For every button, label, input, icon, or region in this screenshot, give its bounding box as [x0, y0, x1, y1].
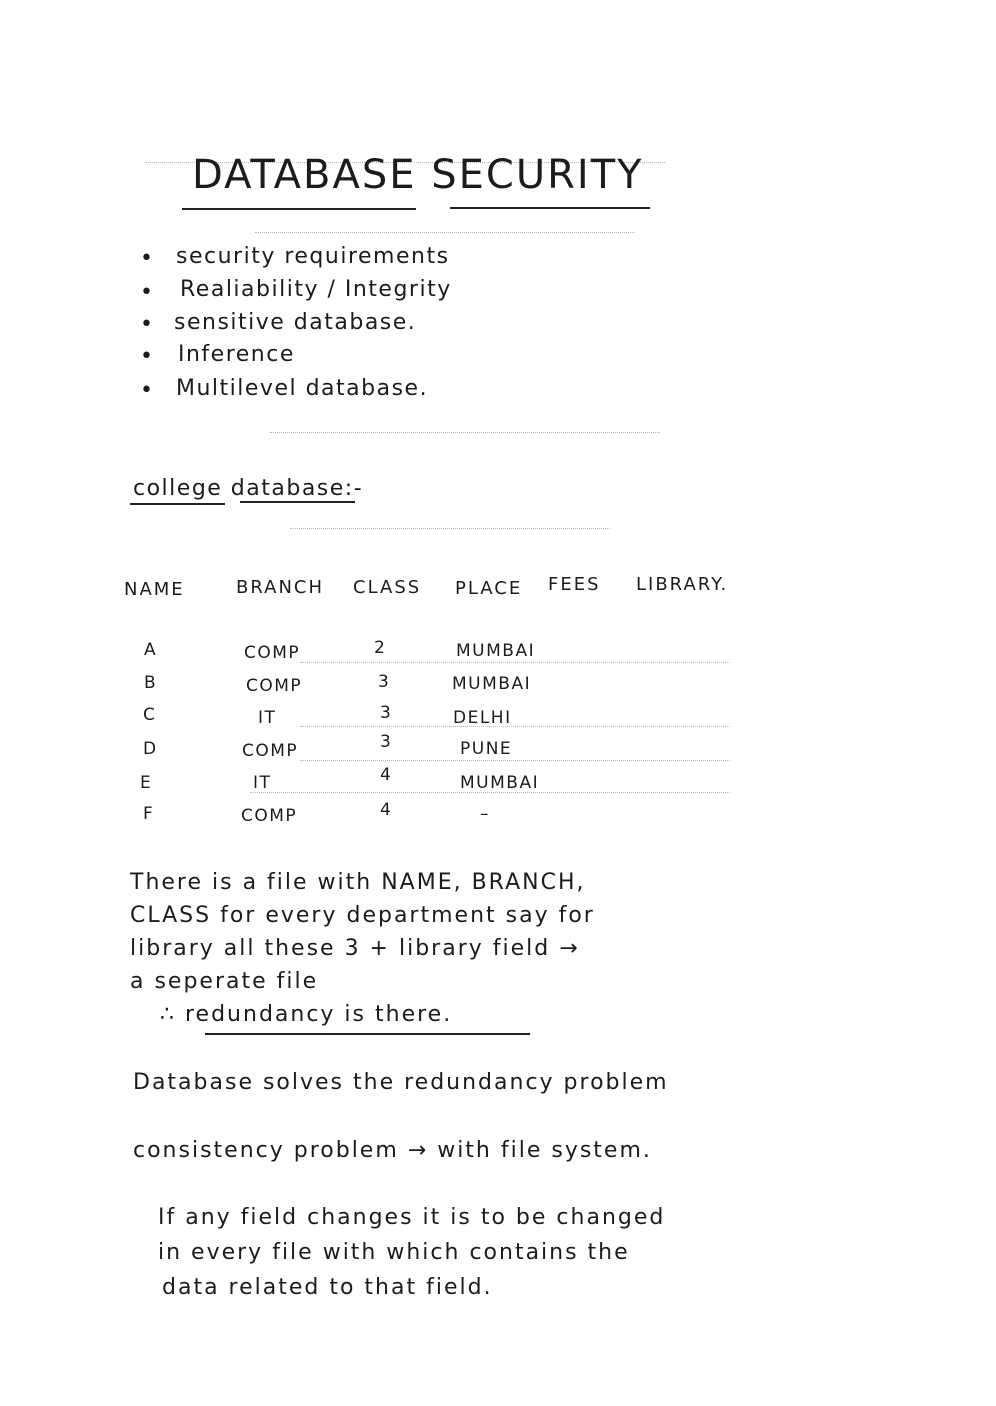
list-item: sensitive database.: [174, 310, 417, 335]
table-cell: COMP: [242, 741, 299, 761]
table-cell: COMP: [241, 806, 298, 826]
column-header: NAME: [124, 579, 185, 600]
row-line: [300, 726, 730, 727]
ruled-line: [255, 232, 635, 233]
table-cell: MUMBAI: [456, 641, 536, 661]
text-line: library all these 3 + library field →: [130, 936, 580, 961]
conclusion-underline: [205, 1033, 530, 1035]
section-heading: college database:-: [133, 476, 364, 501]
ruled-line: [270, 432, 660, 433]
table-cell: E: [140, 773, 153, 793]
table-cell: 3: [380, 732, 393, 752]
bullet-marker: •: [140, 312, 154, 337]
table-cell: C: [143, 705, 157, 725]
bullet-marker: •: [140, 378, 154, 403]
table-cell: A: [144, 640, 158, 660]
table-cell: F: [143, 804, 155, 824]
row-line: [300, 662, 730, 663]
table-cell: 4: [380, 765, 393, 785]
text-line: Database solves the redundancy problem: [133, 1070, 669, 1095]
table-cell: 3: [380, 703, 393, 723]
text-line: in every file with which contains the: [158, 1240, 630, 1265]
table-cell: MUMBAI: [460, 773, 540, 793]
text-line: consistency problem → with file system.: [133, 1138, 652, 1163]
text-line: There is a file with NAME, BRANCH,: [130, 870, 586, 895]
table-cell: IT: [258, 708, 277, 728]
table-cell: MUMBAI: [452, 674, 532, 694]
text-line: If any field changes it is to be changed: [158, 1205, 666, 1230]
conclusion-line: ∴ redundancy is there.: [160, 1002, 453, 1027]
column-header: FEES: [548, 574, 601, 595]
bullet-marker: •: [140, 246, 154, 271]
table-cell: 2: [374, 638, 387, 658]
table-cell: 3: [378, 672, 391, 692]
table-cell: 4: [380, 800, 393, 820]
table-cell: B: [144, 673, 158, 693]
list-item: security requirements: [176, 244, 450, 269]
column-header: LIBRARY.: [636, 574, 729, 595]
heading-underline: [130, 503, 225, 505]
column-header: BRANCH: [236, 577, 325, 598]
list-item: Realiability / Integrity: [180, 277, 452, 302]
table-cell: D: [143, 739, 158, 759]
text-line: CLASS for every department say for: [130, 903, 595, 928]
table-cell: IT: [253, 773, 272, 793]
column-header: CLASS: [353, 577, 422, 598]
ruled-line: [290, 528, 610, 529]
table-cell: COMP: [244, 643, 301, 663]
table-cell: PUNE: [460, 739, 513, 759]
list-item: Multilevel database.: [176, 376, 429, 401]
column-header: PLACE: [455, 578, 523, 599]
list-item: Inference: [178, 342, 295, 367]
row-line: [300, 760, 730, 761]
page-title: DATABASE SECURITY: [192, 152, 644, 198]
table-cell: –: [480, 804, 490, 824]
heading-underline: [240, 501, 355, 503]
bullet-marker: •: [140, 344, 154, 369]
title-underline: [450, 207, 650, 209]
table-cell: DELHI: [453, 708, 512, 728]
bullet-marker: •: [140, 280, 154, 305]
text-line: a seperate file: [130, 969, 319, 994]
title-underline: [182, 208, 416, 210]
text-line: data related to that field.: [162, 1275, 493, 1300]
table-cell: COMP: [246, 676, 303, 696]
